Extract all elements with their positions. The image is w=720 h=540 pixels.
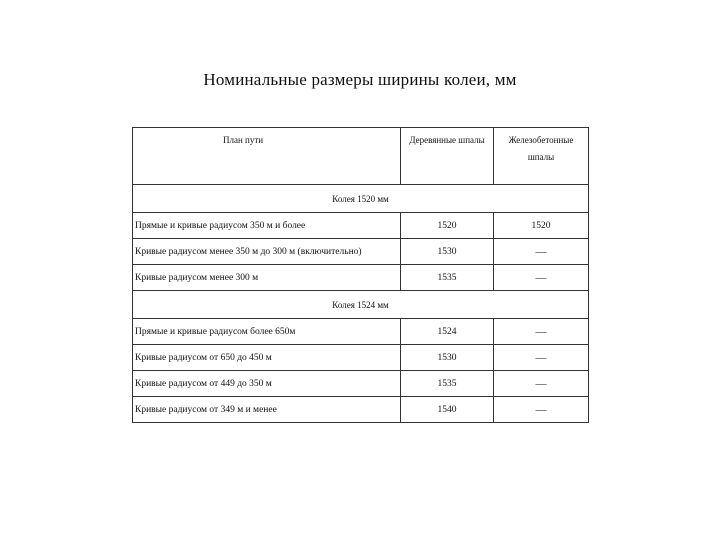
concrete-value: —	[494, 319, 589, 345]
row-label: Прямые и кривые радиусом 350 м и более	[133, 213, 401, 239]
table-row	[133, 371, 589, 397]
header-plan: План пути	[133, 128, 401, 185]
section-title: Колея 1524 мм	[133, 291, 589, 319]
row-label: Кривые радиусом от 449 до 350 м	[133, 371, 401, 397]
concrete-value: —	[494, 397, 589, 423]
page-title: Номинальные размеры ширины колеи, мм	[203, 70, 517, 89]
section-row	[133, 185, 589, 213]
gauge-width-table	[132, 127, 589, 423]
row-label: Кривые радиусом от 349 м и менее	[133, 397, 401, 423]
row-label: Кривые радиусом от 650 до 450 м	[133, 345, 401, 371]
wood-value: 1535	[401, 371, 494, 397]
header-wooden-sleepers: Деревянные шпалы	[401, 128, 494, 185]
table-row	[133, 345, 589, 371]
concrete-value: —	[494, 345, 589, 371]
row-label: Кривые радиусом менее 350 м до 300 м (включительно)	[133, 239, 401, 265]
section-row	[133, 291, 589, 319]
row-label: Прямые и кривые радиусом более 650м	[133, 319, 401, 345]
table-row	[133, 213, 589, 239]
header-concrete-sleepers: Железобетонные шпалы	[494, 128, 589, 185]
concrete-value: —	[494, 239, 589, 265]
wood-value: 1530	[401, 239, 494, 265]
table-row	[133, 239, 589, 265]
wood-value: 1524	[401, 319, 494, 345]
table-header-row	[133, 128, 589, 185]
wood-value: 1540	[401, 397, 494, 423]
concrete-value: —	[494, 265, 589, 291]
table-row	[133, 397, 589, 423]
row-label: Кривые радиусом менее 300 м	[133, 265, 401, 291]
table-row	[133, 265, 589, 291]
wood-value: 1535	[401, 265, 494, 291]
concrete-value: 1520	[494, 213, 589, 239]
wood-value: 1520	[401, 213, 494, 239]
wood-value: 1530	[401, 345, 494, 371]
section-title: Колея 1520 мм	[133, 185, 589, 213]
table-row	[133, 319, 589, 345]
concrete-value: —	[494, 371, 589, 397]
